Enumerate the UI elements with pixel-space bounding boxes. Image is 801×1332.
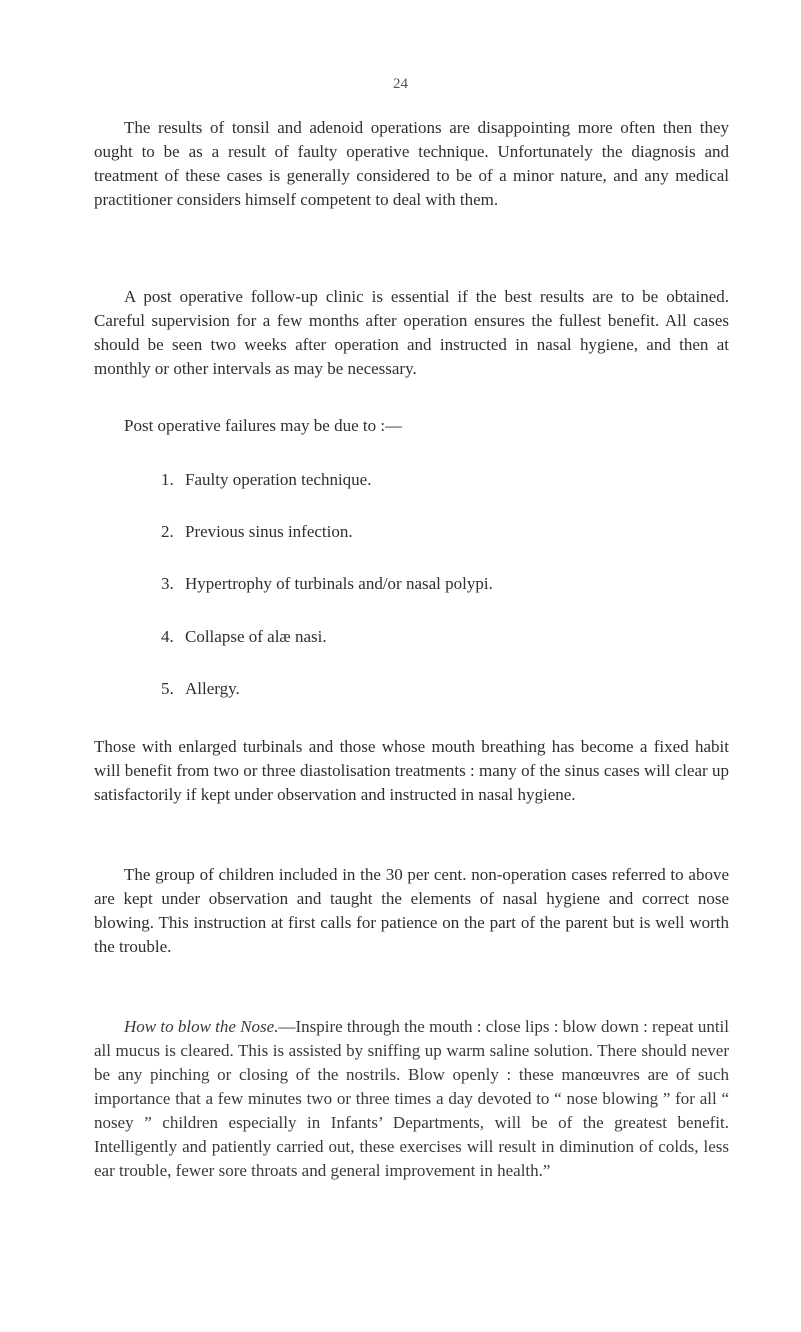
nose-blowing-body: —Inspire through the mouth : close lips : blow down : repeat until all mucus is cleared. This is assisted by sniffing up warm saline solution. There should never be any pinching or closing of the nostrils. Blow openly : these manœuvres are of such importance that a few minutes two or three times a day devoted to “ nose blowing ” for all “ nosey ” children especially in Infants’ Departments, will be of the greatest benefit. Intelligently and patiently carried out, these exercises will result in diminution of colds, less ear trouble, fewer sore throats and general improvement in health.” [94,1017,730,1180]
list-item [161,468,371,492]
list-item-text: Faulty operation technique. [185,470,372,489]
paragraph-failures-intro: Post operative failures may be due to :— [124,416,403,435]
paragraph-results: The results of tonsil and adenoid operations are disappointing more often then they ought to be as a result of faulty operative technique. Unfortunately the diagnosis and treatment of these cases is generally considered to be of a minor nature, and any medical practitioner considers himself competent to deal with them. [94,118,729,209]
list-item-number: 3. [161,574,174,593]
paragraph-non-operation-group: The group of children included in the 30 per cent. non-operation cases referred to above are kept under observation and taught the elements of nasal hygiene and correct nose blowing. This instruction at first calls for patience on the part of the parent but is well worth the trouble. [94,865,729,956]
list-item-number: 1. [161,470,174,489]
list-item-number: 2. [161,522,174,541]
list-item [161,677,240,701]
list-item-text: Previous sinus infection. [185,522,353,541]
list-item-number: 5. [161,679,174,698]
paragraph-nose-blowing [94,1015,729,1183]
nose-blowing-heading: How to blow the Nose. [124,1017,279,1036]
list-item [161,625,327,649]
list-item-text: Allergy. [185,679,240,698]
list-item [161,520,353,544]
paragraph-follow-up-clinic: A post operative follow-up clinic is essential if the best results are to be obtained. Careful supervision for a few months after operation ensures the fullest benefit. All cases should be seen two weeks after operation and instructed in nasal hygiene, and then at monthly or other intervals as may be necessary. [94,287,729,378]
list-item-number: 4. [161,627,174,646]
paragraph-turbinals: Those with enlarged turbinals and those whose mouth breathing has become a fixed habit will benefit from two or three diastolisation treatments : many of the sinus cases will clear up satisfactorily if kept under observation and instructed in nasal hygiene. [94,737,729,804]
page-number: 24 [393,76,408,92]
list-item-text: Collapse of alæ nasi. [185,627,327,646]
list-item [161,572,493,596]
list-item-text: Hypertrophy of turbinals and/or nasal polypi. [185,574,493,593]
